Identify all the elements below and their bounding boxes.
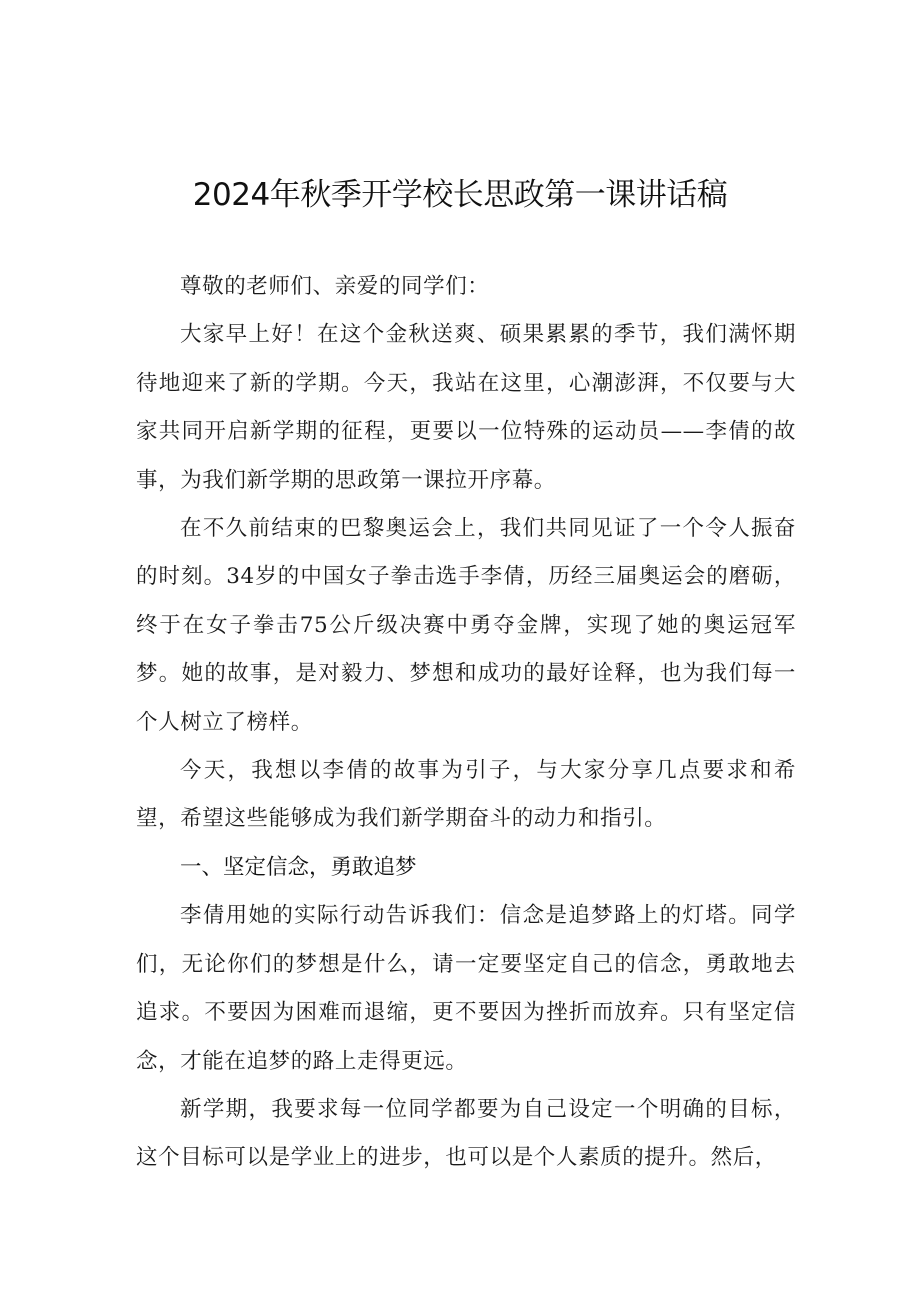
paragraph-belief: 李倩用她的实际行动告诉我们：信念是追梦路上的灯塔。同学们，无论你们的梦想是什么，请一定要坚定自己的信念，勇敢地去追求。不要因为困难而退缩，更不要因为挫折而放弃。只有坚定信念，才能在追梦的路上走得更远。 — [136, 903, 796, 1074]
section-heading: 一、坚定信念，勇敢追梦 — [180, 854, 417, 880]
paragraph-introduction: 今天，我想以李倩的故事为引子，与大家分享几点要求和希望，希望这些能够成为我们新学期奋斗的动力和指引。 — [136, 758, 796, 832]
document-body — [136, 263, 796, 1183]
paragraph-new-semester: 新学期，我要求每一位同学都要为自己设定一个明确的目标，这个目标可以是学业上的进步，也可以是个人素质的提升。然后， — [136, 1096, 796, 1171]
paragraph-opening: 大家早上好！在这个金秋送爽、硕果累累的季节，我们满怀期待地迎来了新的学期。今天，我站在这里，心潮澎湃，不仅要与大家共同开启新学期的征程，更要以一位特殊的运动员——李倩的故事，为我们新学期的思政第一课拉开序幕。 — [136, 322, 796, 493]
greeting: 尊敬的老师们、亲爱的同学们： — [180, 274, 490, 299]
document-title: 2024年秋季开学校长思政第一课讲话稿 — [192, 177, 728, 213]
paragraph-paris-olympics: 在不久前结束的巴黎奥运会上，我们共同见证了一个令人振奋的时刻。34岁的中国女子拳击选手李倩，历经三届奥运会的磨砺，终于在女子拳击75公斤级决赛中勇夺金牌，实现了她的奥运冠军梦。她的故事，是对毅力、梦想和成功的最好诠释，也为我们每一个人树立了榜样。 — [136, 516, 796, 735]
